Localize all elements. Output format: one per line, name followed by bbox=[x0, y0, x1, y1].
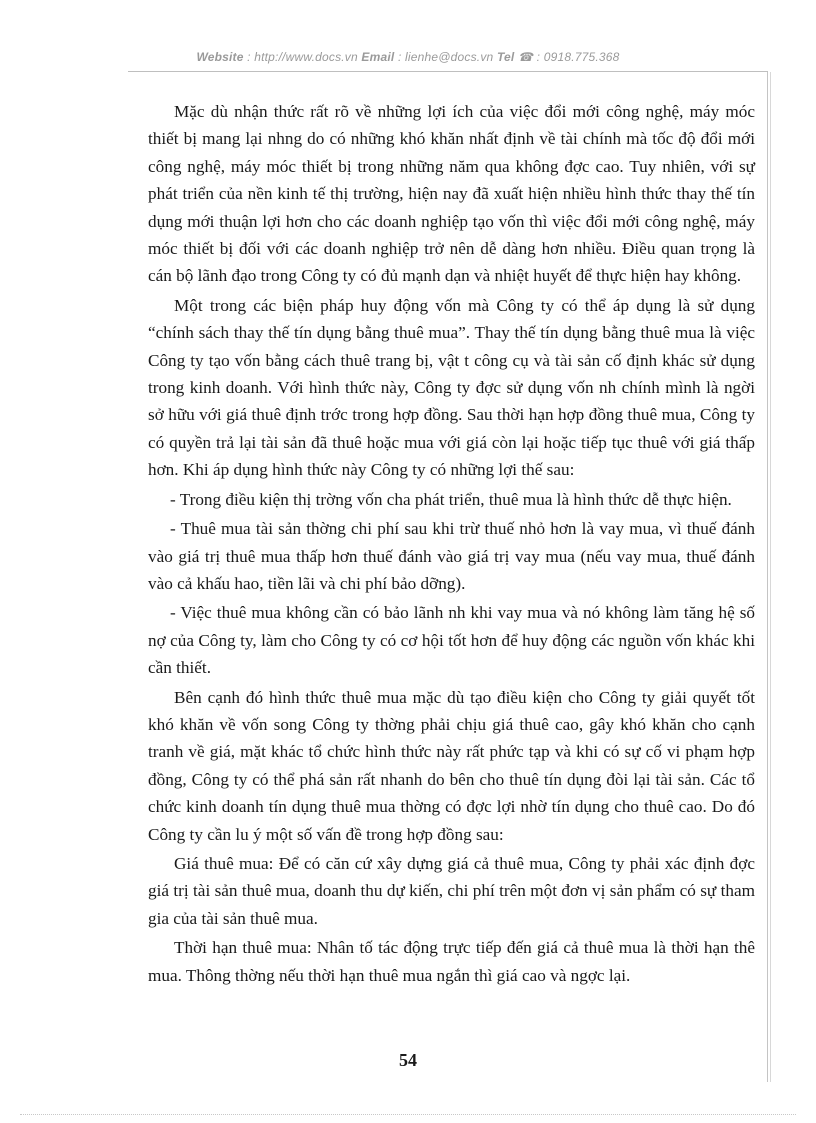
page-number: 54 bbox=[399, 1050, 417, 1070]
body-text bbox=[148, 98, 755, 991]
header-divider bbox=[128, 71, 768, 72]
paragraph-5: Thời hạn thuê mua: Nhân tố tác động trực tiếp đến giá cả thuê mua là thời hạn thê mua. Thông thờng nếu thời hạn thuê mua ngắn thì giá cao và ngợc lại. bbox=[148, 938, 755, 985]
right-margin-line bbox=[767, 72, 768, 1082]
paragraph-1: Mặc dù nhận thức rất rõ về những lợi ích của việc đổi mới công nghệ, máy móc thiết bị mang lại nhng do có những khó khăn nhất định về tài chính mà tốc độ đổi mới công nghệ, máy móc thiết bị trong những năm qua không đợc cao. Tuy nhiên, với sự phát triển của nền kinh tế thị trường, hiện nay đã xuất hiện nhiều hình thức thay thế tín dụng mới thuận lợi hơn cho các doanh nghiệp tạo vốn thì việc đổi mới công nghệ, máy móc thiết bị đối với các doanh nghiệp trở nên dễ dàng hơn nhiều. Điều quan trọng là cán bộ lãnh đạo trong Công ty có đủ mạnh dạn và nhiệt huyết để thực hiện hay không. bbox=[148, 102, 755, 286]
bullet-2: - Thuê mua tài sản thờng chi phí sau khi trừ thuế nhỏ hơn là vay mua, vì thuế đánh vào giá trị thuê mua thấp hơn thuế đánh vào giá trị vay mua (nếu vay mua, thuế đánh vào cả khấu hao, tiền lãi và chi phí bảo dỡng). bbox=[148, 519, 755, 593]
bullet-3: - Việc thuê mua không cần có bảo lãnh nh khi vay mua và nó không làm tăng hệ số nợ của Công ty, làm cho Công ty có cơ hội tốt hơn để huy động các nguồn vốn khác khi cần thiết. bbox=[148, 603, 755, 678]
header-email-label: Email bbox=[361, 50, 395, 64]
page-header bbox=[0, 50, 816, 64]
header-email-link[interactable]: : lienhe@docs.vn bbox=[394, 50, 497, 64]
paragraph-3: Bên cạnh đó hình thức thuê mua mặc dù tạo điều kiện cho Công ty giải quyết tốt khó khăn về vốn song Công ty thờng phải chịu giá thuê cao, gây khó khăn cho cạnh tranh về giá, mặt khác tổ chức hình thức này rất phức tạp và khi có sự cố vi phạm hợp đồng, Công ty có thể phá sản rất nhanh do bên cho thuê tín dụng đòi lại tài sản. Các tổ chức kinh doanh tín dụng thuê mua thờng có đợc lợi nhờ tín dụng cho thuê cao. Do đó Công ty cần lu ý một số vấn đề trong hợp đồng sau: bbox=[148, 687, 755, 844]
footer-dotted-line bbox=[20, 1114, 796, 1115]
bullet-1: - Trong điều kiện thị trờng vốn cha phát triển, thuê mua là hình thức dễ thực hiện. bbox=[170, 489, 732, 509]
header-tel-value: ☎ : 0918.775.368 bbox=[514, 50, 620, 64]
header-website-label: Website bbox=[196, 50, 244, 64]
right-margin-line-shadow bbox=[770, 72, 771, 1082]
header-website-link[interactable]: : http://www.docs.vn bbox=[243, 50, 362, 64]
paragraph-2: Một trong các biện pháp huy động vốn mà Công ty có thể áp dụng là sử dụng “chính sách thay thế tín dụng bằng thuê mua”. Thay thế tín dụng bằng thuê mua là việc Công ty tạo vốn bằng cách thuê trang bị, vật t công cụ và tài sản cố định khác sử dụng trong kinh doanh. Với hình thức này, Công ty đợc sử dụng vốn nh chính mình là ngời sở hữu với giá thuê định trớc trong hợp đồng. Sau thời hạn hợp đồng thuê mua, Công ty có quyền trả lại tài sản đã thuê hoặc mua với giá còn lại hoặc tiếp tục thuê với giá thấp hơn. Khi áp dụng hình thức này Công ty có những lợi thế sau: bbox=[148, 295, 755, 480]
paragraph-4: Giá thuê mua: Để có căn cứ xây dựng giá cả thuê mua, Công ty phải xác định đợc giá trị tài sản thuê mua, doanh thu dự kiến, chi phí trên một đơn vị sản phẩm có sự tham gia của tài sản thuê mua. bbox=[148, 853, 755, 928]
header-tel-label: Tel bbox=[496, 50, 515, 64]
